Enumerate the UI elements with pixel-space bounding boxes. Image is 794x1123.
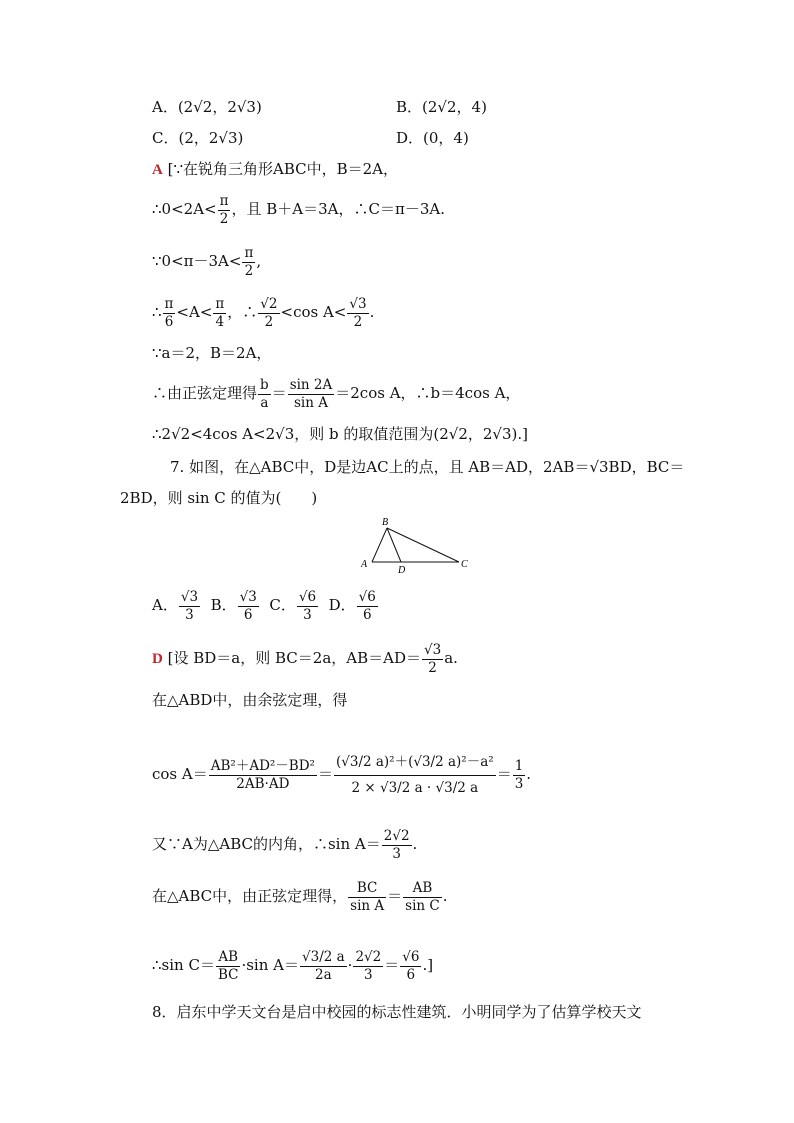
choice-d: D．(0，4) xyxy=(396,129,469,147)
solution7-line2: 在△ABD中，由余弦定理，得 xyxy=(152,691,348,709)
solution7-line4: 又∵A为△ABC的内角，∴sin A＝ $\frac{2√2}{3}$ . xyxy=(152,827,418,862)
answer-badge: D xyxy=(152,651,163,667)
solution7-line5: 在△ABC中，由正弦定理得， $\frac{BC}{\text{sin A}}$ ＝ $\frac{AB}{\text{sin C}}$ . xyxy=(152,879,448,914)
question7-line2: 2BD，则 sin C 的值为( ) xyxy=(120,489,318,507)
question7-options: A． $\frac{√3}{3}$ B． $\frac{√3}{6}$ C． $\frac{√6}{3}$ D． $\frac{√6}{6}$ xyxy=(152,588,376,623)
label-c: C xyxy=(461,559,468,570)
side-bc xyxy=(387,528,459,562)
choice-a: A．(2√2，2√3) xyxy=(152,98,262,116)
answer-badge: A xyxy=(152,162,163,178)
solution6-line4: ∴ $\frac{\pi}{6}$ <A< $\frac{\pi}{4}$ ，∴ $\frac{√2}{2}$ <cos A< $\frac{√3}{2}$ . xyxy=(152,295,375,330)
side-ab xyxy=(372,528,387,562)
label-a: A xyxy=(361,559,368,570)
question7-line1: 7. 如图，在△ABC中，D是边AC上的点，且 AB＝AD，2AB＝√3BD，BC＝ xyxy=(170,458,685,476)
choice-b: B．(2√2，4) xyxy=(396,98,487,116)
solution6-line6: ∴由正弦定理得 $\frac{b}{a}$ ＝ $\frac{\sin 2A}{\text{sin A}}$ ＝2cos A，∴b＝4cos A， xyxy=(152,376,521,411)
solution6-line5: ∵a＝2，B＝2A， xyxy=(152,344,272,362)
solution6-line3: ∵0<π－3A< $\frac{\pi}{2}$ , xyxy=(152,244,262,279)
cosine-rule-equation: cos A＝ $\frac{\text{AB²＋AD²－BD²}}{2AB\cdot AD}$ ＝ $\frac{\text{(√3/2 a)²＋(√3/2 a)²－a²}}{2 \times √3/2 a \cdot √3/2 a}$ ＝ $\frac{1}{3}$ . xyxy=(152,753,532,796)
label-b: B xyxy=(382,517,389,528)
solution7-line1: D [设 BD＝a，则 BC＝2a，AB＝AD＝ $\frac{√3}{2}$ a. xyxy=(152,641,458,676)
question8-line1: 8．启东中学天文台是启中校园的标志性建筑．小明同学为了估算学校天文 xyxy=(152,1003,642,1021)
label-d: D xyxy=(398,565,406,574)
choice-c: C．(2，2√3) xyxy=(152,129,244,147)
solution7-line6: ∴sin C＝ $\frac{AB}{BC}$ ·sin A＝ $\frac{√3/2 a}{2a}$ · $\frac{2√2}{3}$ ＝ $\frac{√6}{6}$ .] xyxy=(152,948,434,983)
solution6-line7: ∴2√2<4cos A<2√3，则 b 的取值范围为(2√2，2√3).] xyxy=(152,425,528,443)
solution6-line1: A [∵在锐角三角形ABC中，B＝2A， xyxy=(152,160,399,178)
triangle-figure xyxy=(355,512,475,574)
solution6-line2: ∴0<2A< $\frac{\pi}{2}$ ，且 B＋A＝3A，∴C＝π－3A. xyxy=(152,192,445,227)
